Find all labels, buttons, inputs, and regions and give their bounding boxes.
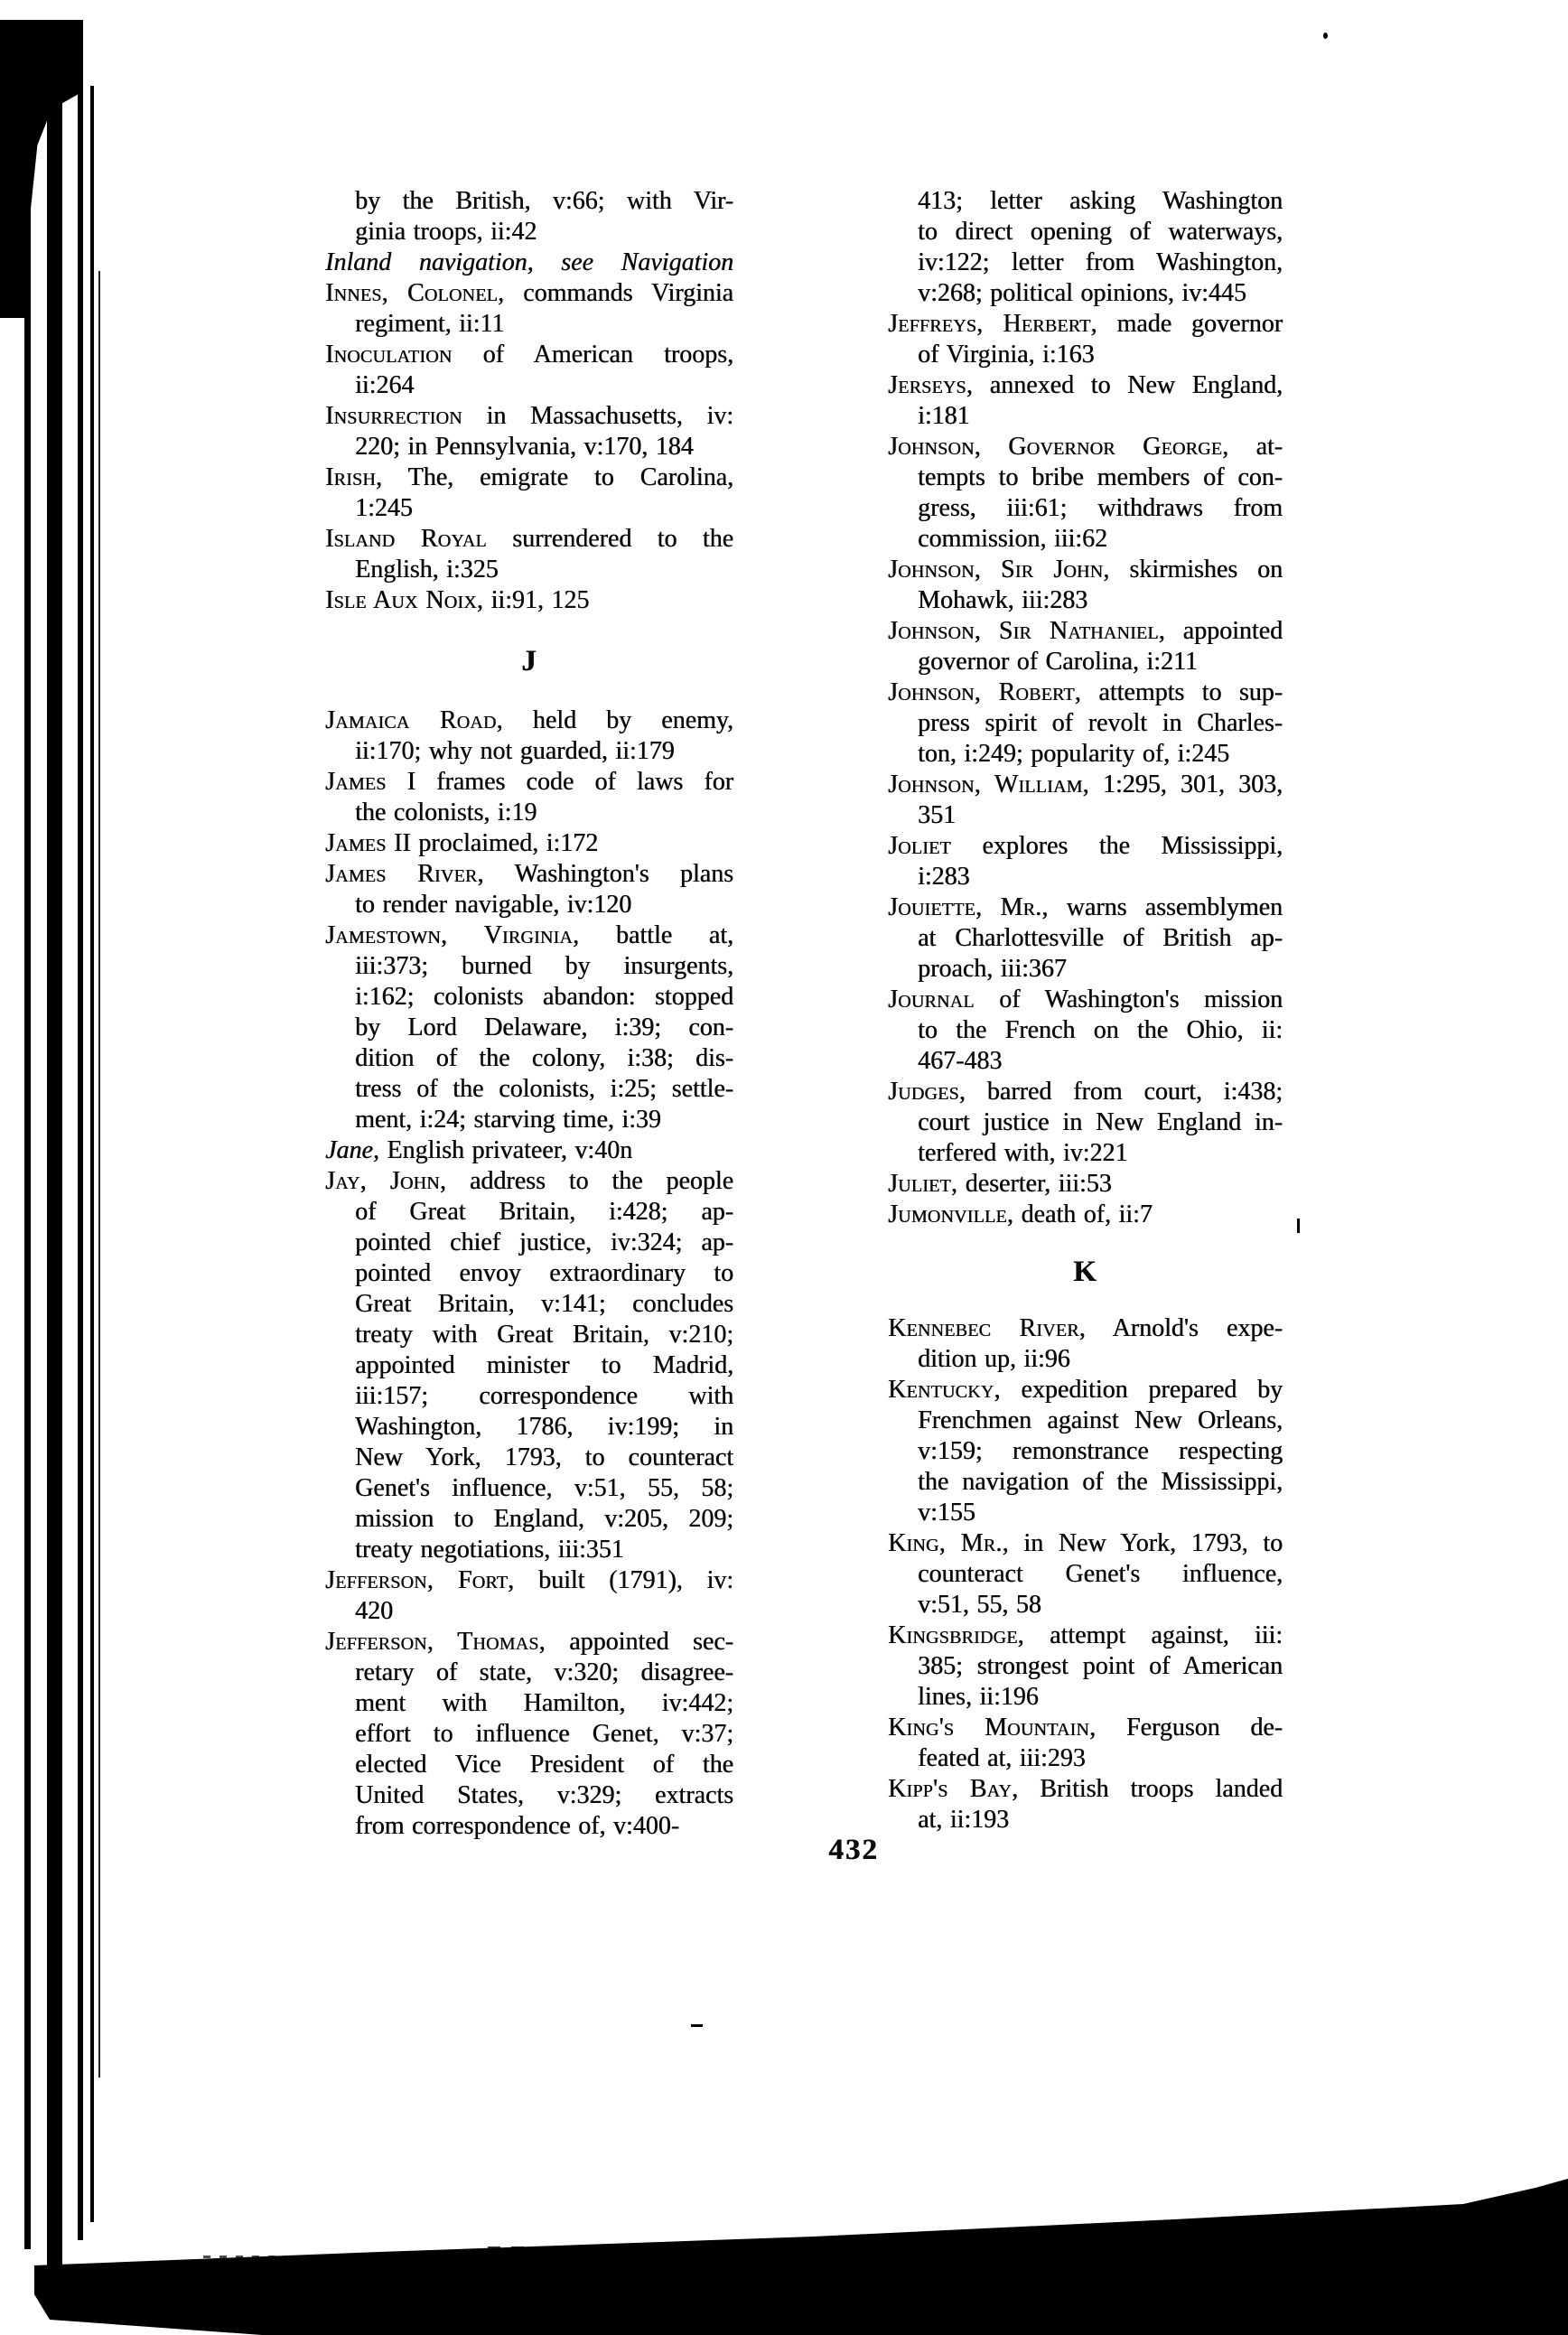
index-line (325, 401, 733, 432)
scan-artifact-bottom-edge-band (0, 2168, 1568, 2335)
entry-term: King's Mountain, (888, 1714, 1097, 1742)
entry-text: dition of the colony, i:38; dis- (355, 1044, 733, 1072)
index-line (325, 859, 733, 890)
page-number: 432 (828, 1834, 879, 1866)
entry-text: gress, iii:61; withdraws from (918, 494, 1283, 522)
entry-term: Johnson, Sir Nathaniel, (888, 617, 1165, 645)
entry-text: warns assemblymen (1048, 893, 1283, 921)
entry-text: to the French on the Ohio, ii: (918, 1016, 1283, 1044)
entry-text: commission, iii:62 (918, 525, 1107, 553)
entry-text: tempts to bribe members of con- (918, 463, 1283, 491)
index-line (325, 736, 733, 767)
entry-text: attempt against, iii: (1023, 1621, 1283, 1649)
index-line (325, 1135, 733, 1166)
index-line (325, 493, 733, 524)
entry-text: tress of the colonists, i:25; settle- (355, 1075, 733, 1103)
entry-text: held by enemy, (502, 706, 733, 734)
entry-text: ii:91, 125 (483, 586, 590, 614)
index-line (888, 1046, 1283, 1077)
entry-text: ii:264 (355, 371, 415, 399)
scan-artifact-dotted-edge (203, 2256, 312, 2258)
entry-text: The, emigrate to Carolina, (382, 463, 733, 491)
index-line (325, 1565, 733, 1596)
entry-text: dition up, ii:96 (918, 1345, 1070, 1373)
entry-text: 1:245 (355, 494, 413, 522)
entry-text: surrendered to the (486, 525, 733, 553)
entry-text: iv:122; letter from Washington, (918, 248, 1283, 276)
index-line (888, 1107, 1283, 1138)
index-line (325, 1750, 733, 1780)
index-line (325, 1043, 733, 1074)
index-line (325, 1627, 733, 1658)
index-line (325, 1719, 733, 1750)
index-line (888, 647, 1283, 677)
index-line (325, 1780, 733, 1811)
entry-text: treaty negotiations, iii:351 (355, 1536, 624, 1564)
index-line (888, 186, 1283, 217)
entry-text: built (1791), iv: (514, 1566, 734, 1594)
entry-text: appointed sec- (545, 1628, 733, 1656)
index-line (888, 248, 1283, 278)
entry-term: Isle Aux Noix, (325, 586, 484, 614)
entry-term: Jeffreys, Herbert, (888, 310, 1097, 338)
entry-text: United States, v:329; extracts (355, 1781, 733, 1809)
index-line (888, 770, 1283, 800)
entry-text: expedition prepared by (1000, 1376, 1283, 1404)
index-line (325, 705, 733, 736)
entry-text: Frenchmen against New Orleans, (918, 1406, 1283, 1434)
entry-text: from correspondence of, v:400- (355, 1812, 680, 1840)
index-line (325, 767, 733, 798)
index-line (888, 1015, 1283, 1046)
index-line (888, 1436, 1283, 1467)
entry-text: i:162; colonists abandon: stopped (355, 983, 733, 1011)
scan-artifact-binding-streak (47, 90, 62, 2281)
entry-text: 220; in Pennsylvania, v:170, 184 (355, 433, 694, 461)
index-line (888, 493, 1283, 524)
entry-text: New York, 1793, to counteract (355, 1443, 733, 1471)
index-line (888, 555, 1283, 585)
index-line (325, 186, 733, 217)
entry-text: regiment, ii:11 (355, 310, 505, 338)
scan-artifact-binding-streak (90, 86, 94, 2222)
entry-text: Ferguson de- (1096, 1714, 1283, 1742)
entry-text: in Massachusetts, iv: (462, 402, 733, 430)
scan-artifact-corner-blob (0, 20, 83, 318)
entry-text: Great Britain, v:141; concludes (355, 1290, 733, 1318)
index-line (888, 1375, 1283, 1406)
index-line (888, 1313, 1283, 1344)
entry-term: Jamestown, Virginia, (325, 921, 580, 949)
entry-text: governor of Carolina, i:211 (918, 648, 1198, 676)
italic-text: Jane, (325, 1136, 379, 1164)
scan-artifact-speck (1297, 1219, 1300, 1233)
entry-text: of Virginia, i:163 (918, 341, 1095, 369)
entry-term: Innes, Colonel, (325, 279, 505, 307)
entry-text: Arnold's expe- (1085, 1314, 1283, 1342)
entry-text: commands Virginia (504, 279, 733, 307)
index-line (325, 1688, 733, 1719)
entry-term: Joliet (888, 832, 951, 860)
entry-term: Johnson, Robert, (888, 678, 1081, 706)
index-line (325, 1105, 733, 1135)
index-line (325, 524, 733, 555)
entry-text: ment with Hamilton, iv:442; (355, 1689, 733, 1717)
index-column-right (888, 186, 1283, 1835)
section-heading-J: J (521, 644, 537, 677)
index-column-left (325, 186, 733, 1842)
entry-text: in New York, 1793, to (1008, 1529, 1283, 1557)
entry-text: the navigation of the Mississippi, (918, 1468, 1283, 1496)
entry-text: ginia troops, ii:42 (355, 218, 537, 246)
index-line (325, 982, 733, 1013)
entry-text: made governor (1097, 310, 1283, 338)
index-line (325, 370, 733, 401)
entry-text: effort to influence Genet, v:37; (355, 1720, 733, 1748)
entry-text: at, ii:193 (918, 1806, 1010, 1834)
index-line (888, 1590, 1283, 1620)
index-line (888, 1406, 1283, 1436)
entry-text: of Washington's mission (974, 985, 1283, 1013)
entry-text: English, i:325 (355, 556, 499, 584)
index-line (325, 1412, 733, 1443)
section-heading-K: K (1073, 1256, 1097, 1288)
entry-text: counteract Genet's influence, (918, 1560, 1283, 1588)
index-line (888, 278, 1283, 309)
entry-text: i:181 (918, 402, 970, 430)
entry-text: 385; strongest point of American (918, 1652, 1283, 1680)
index-line (325, 1350, 733, 1381)
index-line (888, 862, 1283, 892)
italic-text: Inland navigation, see Navigation (325, 248, 733, 276)
entry-term: King, Mr., (888, 1529, 1009, 1557)
index-line (325, 1811, 733, 1842)
entry-text: 1:295, 301, 303, (1088, 771, 1283, 799)
entry-text: at Charlottesville of British ap- (918, 924, 1283, 952)
entry-text: skirmishes on (1109, 556, 1283, 584)
index-line (888, 462, 1283, 493)
entry-text: retary of state, v:320; disagree- (355, 1658, 733, 1686)
index-line (888, 401, 1283, 432)
entry-term: Jay, John, (325, 1167, 447, 1195)
index-line (888, 1651, 1283, 1682)
index-line (325, 555, 733, 585)
entry-text: ton, i:249; popularity of, i:245 (918, 740, 1230, 768)
entry-term: Johnson, William, (888, 771, 1089, 799)
entry-term: Insurrection (325, 402, 462, 430)
index-line (888, 923, 1283, 954)
entry-text: of Great Britain, i:428; ap- (355, 1198, 733, 1226)
entry-term: Kennebec River, (888, 1314, 1086, 1342)
index-line (325, 1381, 733, 1412)
entry-text: attempts to sup- (1080, 678, 1283, 706)
index-line (325, 1258, 733, 1289)
entry-term: Kipp's Bay, (888, 1775, 1019, 1803)
entry-text: Washington's plans (483, 860, 734, 888)
index-line (325, 951, 733, 982)
entry-text: ii:170; why not guarded, ii:179 (355, 737, 675, 765)
entry-term: Kentucky, (888, 1376, 1001, 1404)
entry-text: to render navigable, iv:120 (355, 891, 632, 919)
entry-text: v:268; political opinions, iv:445 (918, 279, 1246, 307)
index-line (888, 1528, 1283, 1559)
index-line (888, 892, 1283, 923)
index-line (888, 1138, 1283, 1169)
entry-text: English privateer, v:40n (378, 1136, 633, 1164)
index-line (888, 1713, 1283, 1743)
index-line (888, 370, 1283, 401)
index-line (888, 616, 1283, 647)
entry-text: 351 (918, 801, 956, 829)
index-line (325, 585, 733, 616)
entry-term: James (325, 768, 387, 796)
index-line (888, 1200, 1283, 1230)
entry-text: Washington, 1786, iv:199; in (355, 1413, 733, 1441)
entry-text: battle at, (579, 921, 733, 949)
index-line (888, 524, 1283, 555)
index-line (888, 1774, 1283, 1805)
entry-text: v:155 (918, 1499, 975, 1527)
entry-term: Jouiette, Mr., (888, 893, 1049, 921)
index-line (325, 1320, 733, 1350)
index-line (888, 677, 1283, 708)
scan-artifact-speck (1323, 33, 1328, 39)
entry-text: by Lord Delaware, i:39; con- (355, 1013, 733, 1041)
entry-term: Journal (888, 985, 975, 1013)
entry-text: at- (1228, 433, 1283, 461)
index-line (325, 462, 733, 493)
entry-text: elected Vice President of the (355, 1751, 733, 1779)
entry-text: Mohawk, iii:283 (918, 586, 1088, 614)
entry-term: Jefferson, Fort, (325, 1566, 515, 1594)
index-line (888, 1743, 1283, 1774)
index-line (325, 828, 733, 859)
index-line (325, 1289, 733, 1320)
index-line (325, 1535, 733, 1565)
index-line (888, 708, 1283, 739)
index-line (888, 217, 1283, 248)
scan-artifact-speck (691, 2024, 703, 2027)
entry-text: lines, ii:196 (918, 1683, 1039, 1711)
index-line (325, 432, 733, 462)
entry-text: British troops landed (1018, 1775, 1283, 1803)
index-line (888, 739, 1283, 770)
entry-term: James (325, 829, 387, 857)
index-line (888, 1559, 1283, 1590)
scan-artifact-binding-streak (78, 54, 83, 2240)
index-line (888, 432, 1283, 462)
entry-text: iii:373; burned by insurgents, (355, 952, 733, 980)
entry-text: barred from court, i:438; (965, 1078, 1283, 1106)
index-line (325, 1473, 733, 1504)
entry-term: Johnson, Governor George, (888, 433, 1229, 461)
scan-artifact-binding-streak (98, 271, 100, 2078)
entry-term: Juliet, (888, 1170, 958, 1198)
index-line (325, 890, 733, 920)
entry-text: pointed envoy extraordinary to (355, 1259, 733, 1287)
entry-text: 420 (355, 1597, 393, 1625)
index-line (325, 248, 733, 278)
index-line (888, 1467, 1283, 1498)
entry-text: appointed (1164, 617, 1283, 645)
index-line (888, 1805, 1283, 1835)
index-line (325, 1228, 733, 1258)
index-line (888, 985, 1283, 1015)
index-line (888, 1682, 1283, 1713)
scan-artifact-dotted-edge (488, 2246, 994, 2250)
entry-term: Johnson, Sir John, (888, 556, 1110, 584)
entry-text: 413; letter asking Washington (918, 187, 1283, 215)
index-line (325, 1443, 733, 1473)
entry-text: v:51, 55, 58 (918, 1591, 1041, 1619)
index-line (888, 831, 1283, 862)
entry-text: proach, iii:367 (918, 955, 1067, 983)
entry-term: Jerseys, (888, 371, 973, 399)
index-line (888, 800, 1283, 831)
index-line (325, 278, 733, 309)
index-line (888, 1498, 1283, 1528)
entry-text: press spirit of revolt in Charles- (918, 709, 1283, 737)
index-line (325, 1504, 733, 1535)
index-line (325, 798, 733, 828)
entry-text: treaty with Great Britain, v:210; (355, 1321, 733, 1349)
entry-text: I frames code of laws for (386, 768, 733, 796)
entry-text: Genet's influence, v:51, 55, 58; (355, 1474, 733, 1502)
index-line (325, 1013, 733, 1043)
entry-term: Jamaica Road, (325, 706, 503, 734)
entry-text: address to the people (446, 1167, 733, 1195)
index-line (325, 1197, 733, 1228)
index-line (325, 309, 733, 340)
entry-text: deserter, iii:53 (957, 1170, 1112, 1198)
entry-term: Jefferson, Thomas, (325, 1628, 546, 1656)
entry-text: by the British, v:66; with Vir- (355, 187, 733, 215)
entry-term: Judges, (888, 1078, 966, 1106)
index-line (888, 585, 1283, 616)
entry-text: annexed to New England, (972, 371, 1283, 399)
index-line (325, 1074, 733, 1105)
entry-text: i:283 (918, 863, 970, 891)
entry-term: Jumonville, (888, 1200, 1013, 1228)
index-line (325, 1166, 733, 1197)
entry-text: death of, ii:7 (1013, 1200, 1153, 1228)
entry-text: v:159; remonstrance respecting (918, 1437, 1283, 1465)
index-line (325, 1658, 733, 1688)
entry-text: pointed chief justice, iv:324; ap- (355, 1228, 733, 1256)
index-line (325, 920, 733, 951)
index-line (888, 1169, 1283, 1200)
entry-text: the colonists, i:19 (355, 799, 537, 827)
index-line (888, 1077, 1283, 1107)
index-line (888, 954, 1283, 985)
entry-text: feated at, iii:293 (918, 1744, 1086, 1772)
entry-term: Island Royal (325, 525, 487, 553)
entry-text: of American troops, (452, 341, 733, 369)
entry-text: 467-483 (918, 1047, 1003, 1075)
index-line (888, 340, 1283, 370)
scan-artifact-binding-streak (24, 86, 31, 2249)
entry-text: to direct opening of waterways, (918, 218, 1283, 246)
index-line (888, 1344, 1283, 1375)
index-line (325, 1596, 733, 1627)
entry-text: iii:157; correspondence with (355, 1382, 733, 1410)
entry-term: Kingsbridge, (888, 1621, 1024, 1649)
entry-text: mission to England, v:205, 209; (355, 1505, 733, 1533)
index-line (888, 1620, 1283, 1651)
entry-text: II proclaimed, i:172 (386, 829, 599, 857)
entry-text: appointed minister to Madrid, (355, 1351, 733, 1379)
entry-text: explores the Mississippi, (950, 832, 1283, 860)
entry-text: ment, i:24; starving time, i:39 (355, 1106, 661, 1134)
index-line (325, 217, 733, 248)
index-line (325, 340, 733, 370)
entry-term: Inoculation (325, 341, 453, 369)
entry-text: terfered with, iv:221 (918, 1139, 1128, 1167)
entry-term: James River, (325, 860, 484, 888)
index-line (888, 309, 1283, 340)
entry-term: Irish, (325, 463, 383, 491)
entry-text: court justice in New England in- (918, 1108, 1283, 1136)
